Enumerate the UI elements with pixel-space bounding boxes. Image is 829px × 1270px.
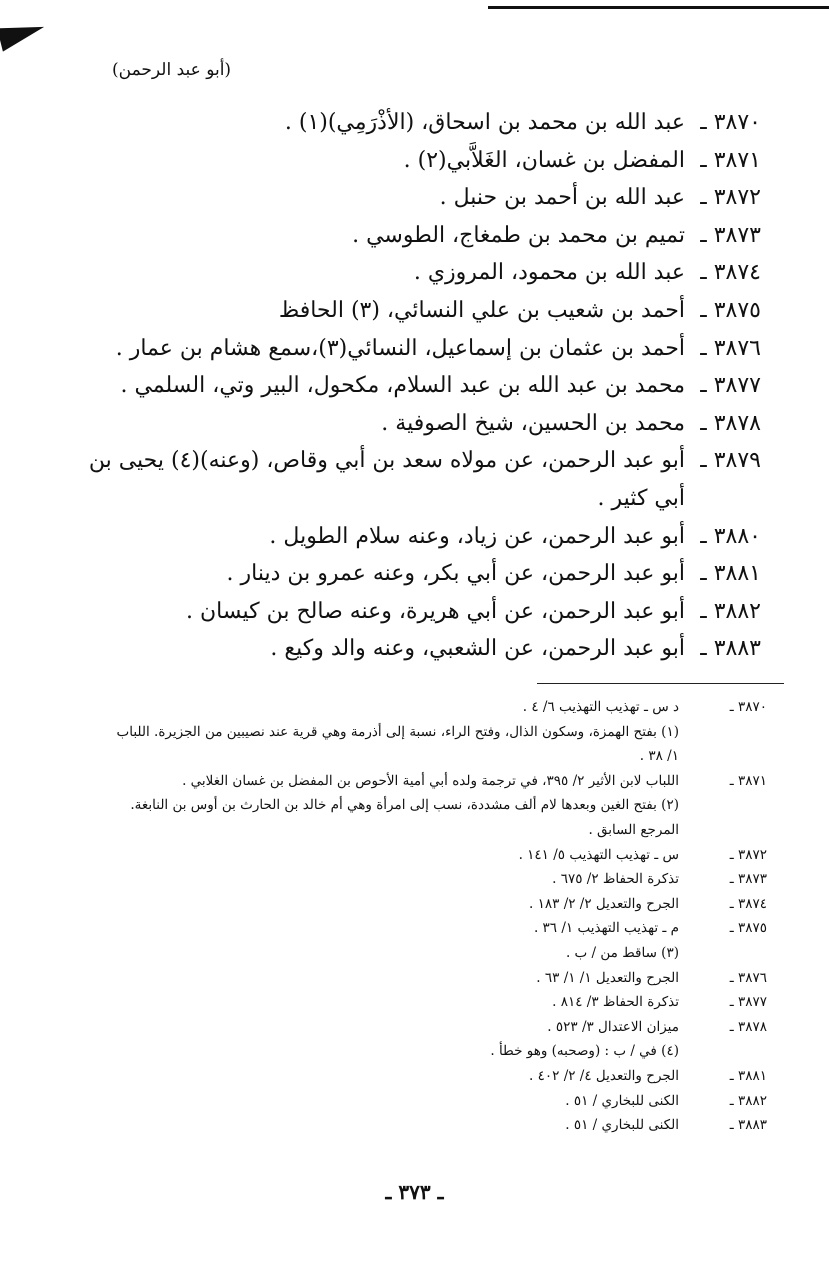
entry-number: ٣٨٨٠ ـ [700,523,761,549]
footnote [107,793,767,842]
footnote-text: د س ـ تهذيب التهذيب ٦/ ٤ . [522,699,679,715]
entry-text: محمد بن الحسين، شيخ الصوفية . [381,410,685,436]
footnote-number: ٣٨٨٣ ـ [729,1117,767,1134]
footnote-text: (٣) ساقط من / ب . [565,944,679,961]
entry-number: ٣٨٧٠ ـ [700,110,761,135]
entry-text: أبو عبد الرحمن، عن زياد، وعنه سلام الطويل . [269,523,685,549]
footnote [107,941,767,966]
footnote [107,867,767,892]
entry-number: ٣٨٧٧ ـ [700,373,761,399]
footnote-text: الجرح والتعديل ١/ ١/ ٦٣ . [536,969,679,986]
entry [81,179,761,217]
footnote-text: الجرح والتعديل ٤/ ٢/ ٤٠٢ . [529,1067,679,1084]
entry [81,292,761,330]
footnote [107,916,767,941]
entry-text: تميم بن محمد بن طمغاج، الطوسي . [352,222,685,248]
footnote-number: ٣٨٧٨ ـ [729,1018,767,1035]
footnote-number: ٣٨٧٣ ـ [729,871,767,888]
footnote-text: الكنى للبخاري / ٥١ . [565,1092,679,1109]
footnotes-list [107,695,767,1138]
entry [81,593,761,631]
entry-text: أحمد بن شعيب بن علي النسائي، (٣) الحافظ [278,297,685,323]
footnote-text: تذكرة الحفاظ ٢/ ٦٧٥ . [552,871,679,888]
footnote-number: ٣٨٧٧ ـ [729,994,767,1011]
entry-text: أحمد بن عثمان بن إسماعيل، النسائي(٣)،سمع هشام بن عمار . [115,335,685,361]
entry [81,330,761,368]
entry-number: ٣٨٧٢ ـ [700,185,761,211]
entry-number: ٣٨٧٩ ـ [700,448,761,474]
footnote-number: ٣٨٧٤ ـ [729,895,767,912]
entry-number: ٣٨٨٣ ـ [700,636,761,662]
page-number: ـ ٣٧٣ ـ [385,1180,444,1204]
footnote-text: اللباب لابن الأثير ٢/ ٣٩٥، في ترجمة ولده أبي أمية الأحوص بن المفضل بن غسان الغلابي . [182,772,679,789]
entry [81,254,761,292]
footnote-number: ٣٨٨١ ـ [729,1067,767,1084]
footnote-text: ميزان الاعتدال ٣/ ٥٢٣ . [547,1018,679,1035]
entry-number: ٣٨٧٦ ـ [700,335,761,361]
footnote [107,1089,767,1114]
footnote-divider [537,683,784,684]
footnote-text: (١) بفتح الهمزة، وسكون الذال، وفتح الراء، نسبة إلى أذرمة وهي قرية عند نصيبين من الجزيرة. اللباب ١/ ٣٨ . [116,723,679,765]
entry-number: ٣٨٨٢ ـ [700,598,761,624]
footnote [107,1113,767,1138]
footnote [107,990,767,1015]
footnote [107,720,767,769]
entry-text: المفضل بن غسان، الغَلاَّبي(٢) . [403,147,685,173]
entry-text: أبو عبد الرحمن، عن الشعبي، وعنه والد وكيع . [270,636,685,662]
entry [81,405,761,443]
entry [81,442,761,517]
footnote-number: ٣٨٧٦ ـ [729,969,767,986]
corner-mark [0,17,48,51]
entry [81,630,761,668]
entry-number: ٣٨٧٨ ـ [700,410,761,436]
footnote [107,892,767,917]
entry [81,104,761,142]
footnote-text: الجرح والتعديل ٢/ ٢/ ١٨٣ . [529,895,679,912]
footnote-text: تذكرة الحفاظ ٣/ ٨١٤ . [552,994,679,1011]
footnote-number: ٣٨٧٢ ـ [729,846,767,863]
footnote [107,1039,767,1064]
footnote [107,769,767,794]
entry [81,142,761,180]
footnote [107,1064,767,1089]
footnote-text: (٤) في / ب : (وصحبه) وهو خطأ . [490,1043,679,1060]
entry-number: ٣٨٧٤ ـ [700,260,761,286]
top-rule [488,6,829,9]
entries-list [81,104,761,668]
footnote-text: س ـ تهذيب التهذيب ٥/ ١٤١ . [518,846,679,863]
entry [81,518,761,556]
entry-text: أبو عبد الرحمن، عن مولاه سعد بن أبي وقاص، (وعنه)(٤) يحيى بن أبي كثير . [88,448,685,511]
entry [81,367,761,405]
footnote [107,843,767,868]
footnote [107,695,767,720]
entry-text: عبد الله بن أحمد بن حنبل . [439,185,685,211]
entry-text: أبو عبد الرحمن، عن أبي هريرة، وعنه صالح بن كيسان . [186,598,685,624]
footnote [107,966,767,991]
entry-number: ٣٨٧٣ ـ [700,222,761,248]
running-head: (أبو عبد الرحمن) [112,60,232,80]
entry [81,217,761,255]
footnote-number: ٣٨٨٢ ـ [729,1092,767,1109]
entry-number: ٣٨٧١ ـ [700,147,761,173]
footnote [107,1015,767,1040]
entry-text: عبد الله بن محمد بن اسحاق، (الأذْرَمِي)(١) . [284,110,685,135]
entry-number: ٣٨٧٥ ـ [700,297,761,323]
footnote-text: الكنى للبخاري / ٥١ . [565,1117,679,1134]
footnote-number: ٣٨٧٠ ـ [729,699,767,715]
entry-text: عبد الله بن محمود، المروزي . [413,260,685,286]
entry-number: ٣٨٨١ ـ [700,561,761,587]
entry-text: محمد بن عبد الله بن عبد السلام، مكحول، البير وتي، السلمي . [120,373,685,399]
entry [81,555,761,593]
entry-text: أبو عبد الرحمن، عن أبي بكر، وعنه عمرو بن دينار . [226,561,685,587]
footnote-text: (٢) بفتح الغين وبعدها لام ألف مشددة، نسب إلى امرأة وهي أم خالد بن الحارث بن أوس بن النابغة. المرجع السابق . [130,797,679,838]
footnote-number: ٣٨٧١ ـ [729,772,767,789]
footnote-number: ٣٨٧٥ ـ [729,920,767,937]
footnote-text: م ـ تهذيب التهذيب ١/ ٣٦ . [533,920,679,937]
